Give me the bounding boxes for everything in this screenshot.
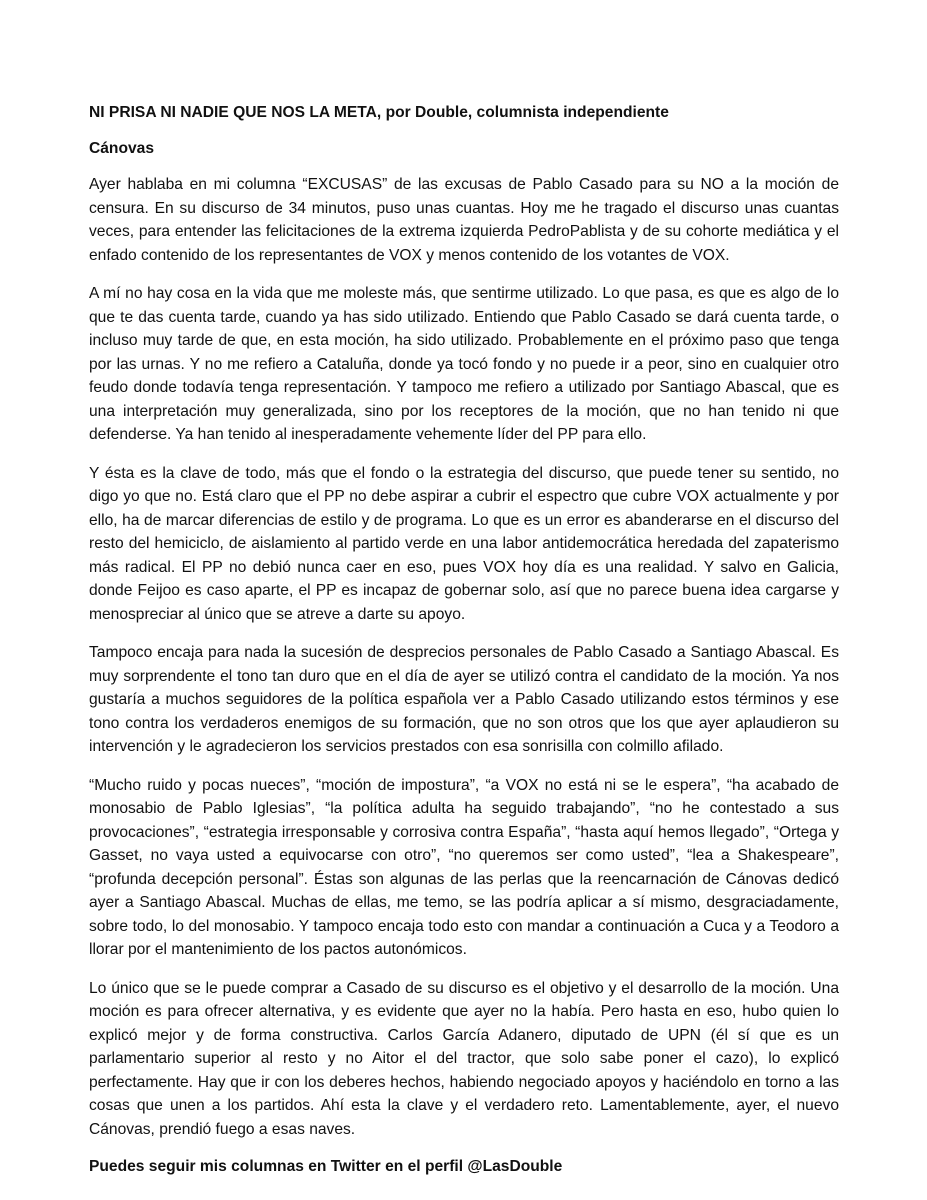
- article-subtitle: Cánovas: [89, 140, 155, 157]
- paragraph: Y ésta es la clave de todo, más que el fondo o la estrategia del discurso, que puede tener su sentido, no digo yo que no. Está claro que el PP no debe aspirar a cubrir el espectro que cubre VOX actualmente y por ello, ha de marcar diferencias de estilo y de programa. Lo que es un error es abanderarse en el discurso del resto del hemiciclo, de aislamiento al partido verde en una labor antidemocrática heredada del zapaterismo más radical. El PP no debió nunca caer en eso, pues VOX hoy día es una realidad. Y salvo en Galicia, donde Feijoo es caso aparte, el PP es incapaz de gobernar solo, así que no parece buena idea cargarse y menospreciar al único que se atreve a darte su apoyo.: [89, 464, 839, 623]
- article-title: NI PRISA NI NADIE QUE NOS LA META, por Double, columnista independiente: [89, 104, 669, 121]
- paragraph: A mí no hay cosa en la vida que me moleste más, que sentirme utilizado. Lo que pasa, es que es algo de lo que te das cuenta tarde, cuando ya has sido utilizado. Entiendo que Pablo Casado se dará cuenta tarde, o incluso muy tarde de que, en esta moción, ha sido utilizado. Probablemente en el próximo paso que tenga por las urnas. Y no me refiero a Cataluña, donde ya tocó fondo y no puede ir a peor, sino en cualquier otro feudo donde todavía tenga representación. Y tampoco me refiero a utilizado por Santiago Abascal, que es una interpretación muy generalizada, sino por los receptores de la moción, que no han tenido ni que defenderse. Ya han tenido al inesperadamente vehemente líder del PP para ello.: [89, 285, 839, 443]
- article-footer: Puedes seguir mis columnas en Twitter en el perfil @LasDouble: [89, 1158, 563, 1175]
- paragraph: Tampoco encaja para nada la sucesión de desprecios personales de Pablo Casado a Santiago Abascal. Es muy sorprendente el tono tan duro que en el día de ayer se utilizó contra el candidato de la moción. Ya nos gustaría a muchos seguidores de la política española ver a Pablo Casado utilizando estos términos y ese tono contra los verdaderos enemigos de su formación, que no son otros que los que ayer aplaudieron su intervención y le agradecieron los servicios prestados con esa sonrisilla con colmillo afilado.: [89, 644, 839, 755]
- document-page: [89, 102, 839, 1177]
- paragraph: “Mucho ruido y pocas nueces”, “moción de impostura”, “a VOX no está ni se le espera”, “ha acabado de monosabio de Pablo Iglesias”, “la política adulta ha seguido trabajando”, “no he contestado a sus provocaciones”, “estrategia irresponsable y corrosiva contra España”, “hasta aquí hemos llegado”, “Ortega y Gasset, no vaya usted a equivocarse con otro”, “no queremos ser como usted”, “lea a Shakespeare”, “profunda decepción personal”. Éstas son algunas de las perlas que la reencarnación de Cánovas dedicó ayer a Santiago Abascal. Muchas de ellas, me temo, se las podría aplicar a sí mismo, desgraciadamente, sobre todo, lo del monosabio. Y tampoco encaja todo esto con mandar a continuación a Cuca y a Teodoro a llorar por el mantenimiento de los pactos autonómicos.: [89, 776, 839, 958]
- paragraph: Lo único que se le puede comprar a Casado de su discurso es el objetivo y el desarrollo de la moción. Una moción es para ofrecer alternativa, y es evidente que ayer no la había. Pero hasta en eso, hubo quien lo explicó mejor y de forma constructiva. Carlos García Adanero, diputado de UPN (él sí que es un parlamentario superior al resto y no Aitor el del tractor, que solo sabe poner el cazo), lo explicó perfectamente. Hay que ir con los deberes hechos, habiendo negociado apoyos y haciéndolo en torno a las cosas que unen a los partidos. Ahí esta la clave y el verdadero reto. Lamentablemente, ayer, el nuevo Cánovas, prendió fuego a esas naves.: [89, 979, 839, 1138]
- paragraph: Ayer hablaba en mi columna “EXCUSAS” de las excusas de Pablo Casado para su NO a la moción de censura. En su discurso de 34 minutos, puso unas cuantas. Hoy me he tragado el discurso unas cuantas veces, para entender las felicitaciones de la extrema izquierda PedroPablista y de su cohorte mediática y el enfado contenido de los representantes de VOX y menos contenido de los votantes de VOX.: [89, 176, 839, 264]
